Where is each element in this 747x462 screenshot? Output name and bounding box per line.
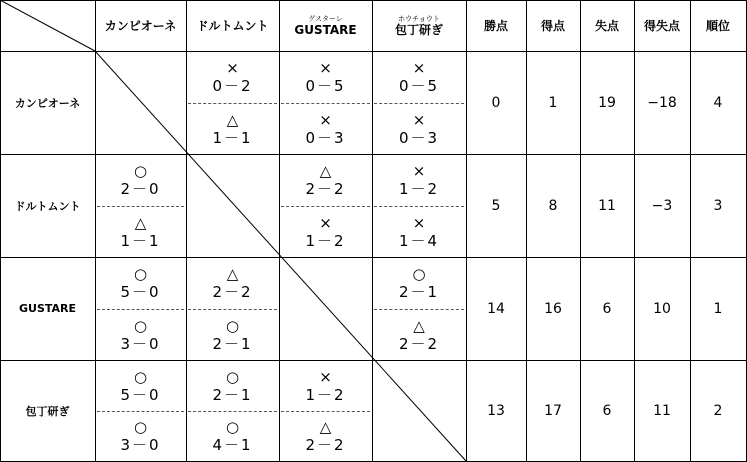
standing-value: 14 bbox=[487, 300, 505, 317]
match-result bbox=[372, 309, 466, 360]
match-score: 0－5 bbox=[398, 77, 440, 95]
standing-value: 2 bbox=[713, 402, 723, 419]
match-score: 0－5 bbox=[305, 77, 346, 95]
match-result bbox=[279, 411, 372, 461]
match-score: 1－2 bbox=[305, 231, 346, 250]
result-symbol: ○ bbox=[225, 418, 240, 436]
match-result bbox=[372, 206, 466, 257]
standing-value: 6 bbox=[602, 300, 612, 317]
match-result bbox=[372, 51, 466, 103]
team-ruby: グスターレ bbox=[308, 14, 343, 23]
standing-value: 1 bbox=[548, 94, 558, 111]
match-score: 4－1 bbox=[212, 436, 253, 454]
standing-value: 8 bbox=[548, 197, 558, 214]
match-result bbox=[372, 103, 466, 154]
standing-value: 19 bbox=[598, 94, 616, 111]
result-symbol: △ bbox=[319, 418, 332, 436]
match-score: 2－1 bbox=[398, 283, 440, 301]
row-header-team: 包丁研ぎ bbox=[25, 404, 70, 418]
result-symbol: ○ bbox=[225, 316, 240, 335]
result-symbol: × bbox=[412, 59, 426, 77]
standing-value: 10 bbox=[653, 300, 671, 317]
standing-value: 13 bbox=[487, 402, 505, 419]
result-symbol: × bbox=[412, 110, 426, 129]
column-header-team bbox=[186, 0, 279, 51]
standing-value: 17 bbox=[544, 402, 562, 419]
column-header-stat: 得点 bbox=[540, 19, 565, 33]
row-header-team: ドルトムント bbox=[14, 199, 81, 213]
standing-value: −18 bbox=[647, 94, 677, 111]
match-score: 2－1 bbox=[212, 334, 253, 353]
row-header-team: GUSTARE bbox=[18, 302, 77, 315]
result-symbol: × bbox=[226, 59, 239, 77]
match-score: 5－0 bbox=[120, 385, 161, 404]
standing-value: 0 bbox=[491, 94, 501, 111]
column-header-stat: 勝点 bbox=[483, 19, 508, 33]
match-score: 2－2 bbox=[305, 180, 346, 198]
result-symbol: △ bbox=[226, 110, 239, 129]
standing-value: 4 bbox=[713, 94, 723, 111]
match-score: 2－2 bbox=[212, 283, 253, 301]
standing-value: 11 bbox=[598, 197, 616, 214]
team-ruby: ホウチョウト bbox=[398, 14, 440, 23]
result-symbol: ○ bbox=[133, 162, 148, 180]
match-result bbox=[279, 360, 372, 411]
match-score: 2－2 bbox=[398, 334, 440, 353]
result-symbol: ○ bbox=[133, 265, 148, 283]
match-result bbox=[279, 206, 372, 257]
team-header-name: GUSTARE bbox=[294, 22, 357, 37]
result-symbol: ○ bbox=[133, 418, 148, 436]
standing-value: 6 bbox=[602, 402, 612, 419]
result-symbol: ○ bbox=[133, 316, 148, 335]
match-result bbox=[95, 309, 186, 360]
match-score: 1－4 bbox=[398, 231, 440, 250]
column-header-team bbox=[372, 0, 466, 51]
match-result bbox=[186, 103, 279, 154]
match-score: 2－0 bbox=[120, 180, 161, 198]
match-result bbox=[95, 360, 186, 411]
match-result bbox=[372, 154, 466, 206]
match-score: 1－1 bbox=[212, 128, 253, 147]
match-result bbox=[186, 51, 279, 103]
match-result bbox=[279, 154, 372, 206]
match-score: 2－1 bbox=[212, 385, 253, 404]
standing-value: 11 bbox=[653, 402, 671, 419]
match-result bbox=[95, 257, 186, 309]
result-symbol: ○ bbox=[225, 367, 240, 386]
match-score: 0－3 bbox=[398, 128, 440, 147]
match-score: 1－1 bbox=[120, 231, 161, 250]
column-header-stat: 失点 bbox=[594, 19, 619, 33]
match-score: 2－2 bbox=[305, 436, 346, 454]
match-score: 1－2 bbox=[398, 180, 440, 198]
team-header-name: カンピオーネ bbox=[104, 18, 177, 33]
result-symbol: ○ bbox=[412, 265, 426, 283]
match-score: 1－2 bbox=[305, 385, 346, 404]
match-result bbox=[95, 206, 186, 257]
match-result bbox=[95, 411, 186, 461]
match-result bbox=[186, 360, 279, 411]
match-score: 0－3 bbox=[305, 128, 346, 147]
column-header-team bbox=[279, 0, 372, 51]
standing-value: 5 bbox=[491, 197, 501, 214]
result-symbol: × bbox=[319, 59, 332, 77]
standing-value: 1 bbox=[713, 300, 723, 317]
standing-value: 3 bbox=[713, 197, 723, 214]
match-result bbox=[186, 257, 279, 309]
team-header-name: ドルトムント bbox=[196, 18, 269, 33]
result-symbol: × bbox=[412, 162, 426, 180]
column-header-stat: 順位 bbox=[705, 19, 730, 33]
result-symbol: △ bbox=[413, 316, 425, 335]
result-symbol: × bbox=[319, 367, 332, 386]
match-result bbox=[95, 154, 186, 206]
result-symbol: × bbox=[319, 213, 332, 232]
result-symbol: △ bbox=[134, 213, 147, 232]
standing-value: −3 bbox=[651, 197, 673, 214]
result-symbol: △ bbox=[319, 162, 332, 180]
result-symbol: ○ bbox=[133, 367, 148, 386]
match-score: 3－0 bbox=[120, 436, 161, 454]
match-score: 0－2 bbox=[212, 77, 253, 95]
match-score: 5－0 bbox=[120, 283, 161, 301]
match-score: 3－0 bbox=[120, 334, 161, 353]
standing-value: 16 bbox=[544, 300, 562, 317]
column-header-stat: 得失点 bbox=[643, 19, 680, 33]
column-header-team bbox=[95, 0, 186, 51]
row-header-team: カンピオーネ bbox=[14, 96, 81, 110]
result-symbol: △ bbox=[226, 265, 239, 283]
corner-diagonal bbox=[0, 0, 95, 51]
match-result bbox=[186, 309, 279, 360]
team-header-name: 包丁研ぎ bbox=[394, 22, 443, 37]
match-result bbox=[186, 411, 279, 461]
match-result bbox=[279, 51, 372, 103]
match-result bbox=[279, 103, 372, 154]
result-symbol: × bbox=[412, 213, 426, 232]
match-result bbox=[372, 257, 466, 309]
result-symbol: × bbox=[319, 110, 332, 129]
